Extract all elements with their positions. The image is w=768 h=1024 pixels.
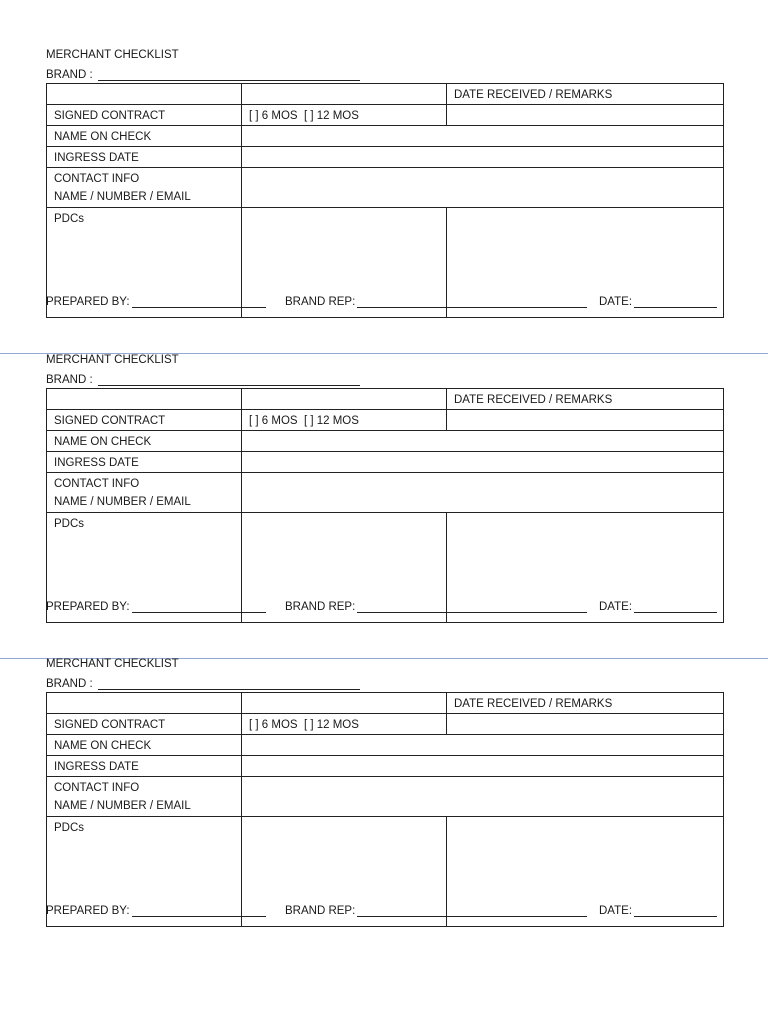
pdcs-label: PDCs: [47, 817, 242, 927]
brand-input-line[interactable]: [98, 68, 360, 81]
contact-info-cell: [47, 168, 242, 208]
checklist-table: [46, 388, 724, 623]
date: [599, 904, 717, 917]
name-on-check-label: NAME ON CHECK: [47, 126, 242, 147]
prepared-by-label: PREPARED BY:: [46, 601, 130, 613]
table-header-row: [47, 693, 724, 714]
prepared-by-line[interactable]: [132, 295, 266, 308]
signature-footer: [46, 295, 723, 311]
prepared-by-label: PREPARED BY:: [46, 296, 130, 308]
table-row: [47, 168, 724, 208]
date: [599, 600, 717, 613]
contact-info-cell: [47, 473, 242, 513]
ingress-date-label: INGRESS DATE: [47, 452, 242, 473]
table-header-row: [47, 84, 724, 105]
brand-input-line[interactable]: [98, 677, 360, 690]
remarks-cell[interactable]: [447, 714, 724, 735]
merchant-checklist-form: [46, 49, 723, 353]
table-cell: [242, 389, 447, 410]
form-title: MERCHANT CHECKLIST: [46, 658, 179, 670]
remarks-header: DATE RECEIVED / REMARKS: [447, 389, 724, 410]
table-row: [47, 714, 724, 735]
table-cell: [242, 693, 447, 714]
merchant-checklist-form: [46, 658, 723, 962]
table-row: [47, 431, 724, 452]
table-row: [47, 105, 724, 126]
table-cell: [47, 389, 242, 410]
name-on-check-field[interactable]: [242, 735, 724, 756]
contact-info-field[interactable]: [242, 473, 724, 513]
contact-info-label: CONTACT INFO: [54, 478, 140, 490]
contract-options[interactable]: [ ] 6 MOS [ ] 12 MOS: [242, 105, 447, 126]
name-on-check-label: NAME ON CHECK: [47, 735, 242, 756]
ingress-date-field[interactable]: [242, 452, 724, 473]
table-row: [47, 410, 724, 431]
prepared-by: [46, 904, 266, 917]
name-on-check-label: NAME ON CHECK: [47, 431, 242, 452]
contact-info-field[interactable]: [242, 777, 724, 817]
signed-contract-label: SIGNED CONTRACT: [47, 714, 242, 735]
brand-rep-label: BRAND REP:: [285, 905, 356, 917]
brand-label: BRAND :: [46, 69, 93, 81]
signed-contract-label: SIGNED CONTRACT: [47, 410, 242, 431]
table-header-row: [47, 389, 724, 410]
brand-rep: [285, 600, 587, 613]
brand-rep-line[interactable]: [357, 295, 587, 308]
merchant-checklist-form: [46, 354, 723, 658]
form-title: MERCHANT CHECKLIST: [46, 354, 179, 366]
table-row: [47, 452, 724, 473]
contract-options[interactable]: [ ] 6 MOS [ ] 12 MOS: [242, 410, 447, 431]
table-row: [47, 735, 724, 756]
brand-rep-line[interactable]: [357, 904, 587, 917]
brand-rep: [285, 295, 587, 308]
remarks-header: DATE RECEIVED / REMARKS: [447, 693, 724, 714]
contract-options[interactable]: [ ] 6 MOS [ ] 12 MOS: [242, 714, 447, 735]
date-label: DATE:: [599, 905, 633, 917]
table-row: [47, 756, 724, 777]
signature-footer: [46, 600, 723, 616]
table-cell: [47, 84, 242, 105]
contact-info-sublabel: NAME / NUMBER / EMAIL: [54, 496, 191, 508]
checklist-table: [46, 83, 724, 318]
checklist-table: [46, 692, 724, 927]
signature-footer: [46, 904, 723, 920]
prepared-by-line[interactable]: [132, 600, 266, 613]
form-title: MERCHANT CHECKLIST: [46, 49, 179, 61]
contact-info-sublabel: NAME / NUMBER / EMAIL: [54, 800, 191, 812]
table-cell: [242, 84, 447, 105]
table-row: [47, 777, 724, 817]
brand-label: BRAND :: [46, 678, 93, 690]
contact-info-field[interactable]: [242, 168, 724, 208]
table-row: [47, 147, 724, 168]
contact-info-label: CONTACT INFO: [54, 173, 140, 185]
table-row: [47, 473, 724, 513]
brand-input-line[interactable]: [98, 373, 360, 386]
contact-info-label: CONTACT INFO: [54, 782, 140, 794]
prepared-by-label: PREPARED BY:: [46, 905, 130, 917]
date-line[interactable]: [634, 904, 717, 917]
table-row: [47, 126, 724, 147]
date-line[interactable]: [634, 295, 717, 308]
brand-rep-line[interactable]: [357, 600, 587, 613]
signed-contract-label: SIGNED CONTRACT: [47, 105, 242, 126]
date-line[interactable]: [634, 600, 717, 613]
pdcs-label: PDCs: [47, 208, 242, 318]
brand-row: [46, 677, 360, 690]
date-label: DATE:: [599, 296, 633, 308]
brand-row: [46, 68, 360, 81]
remarks-cell[interactable]: [447, 105, 724, 126]
date: [599, 295, 717, 308]
brand-rep-label: BRAND REP:: [285, 296, 356, 308]
ingress-date-field[interactable]: [242, 756, 724, 777]
prepared-by-line[interactable]: [132, 904, 266, 917]
prepared-by: [46, 295, 266, 308]
brand-rep-label: BRAND REP:: [285, 601, 356, 613]
contact-info-sublabel: NAME / NUMBER / EMAIL: [54, 191, 191, 203]
ingress-date-label: INGRESS DATE: [47, 756, 242, 777]
ingress-date-field[interactable]: [242, 147, 724, 168]
date-label: DATE:: [599, 601, 633, 613]
ingress-date-label: INGRESS DATE: [47, 147, 242, 168]
pdcs-label: PDCs: [47, 513, 242, 623]
remarks-cell[interactable]: [447, 410, 724, 431]
contact-info-cell: [47, 777, 242, 817]
table-cell: [47, 693, 242, 714]
name-on-check-field[interactable]: [242, 126, 724, 147]
brand-row: [46, 373, 360, 386]
brand-label: BRAND :: [46, 374, 93, 386]
prepared-by: [46, 600, 266, 613]
name-on-check-field[interactable]: [242, 431, 724, 452]
remarks-header: DATE RECEIVED / REMARKS: [447, 84, 724, 105]
brand-rep: [285, 904, 587, 917]
